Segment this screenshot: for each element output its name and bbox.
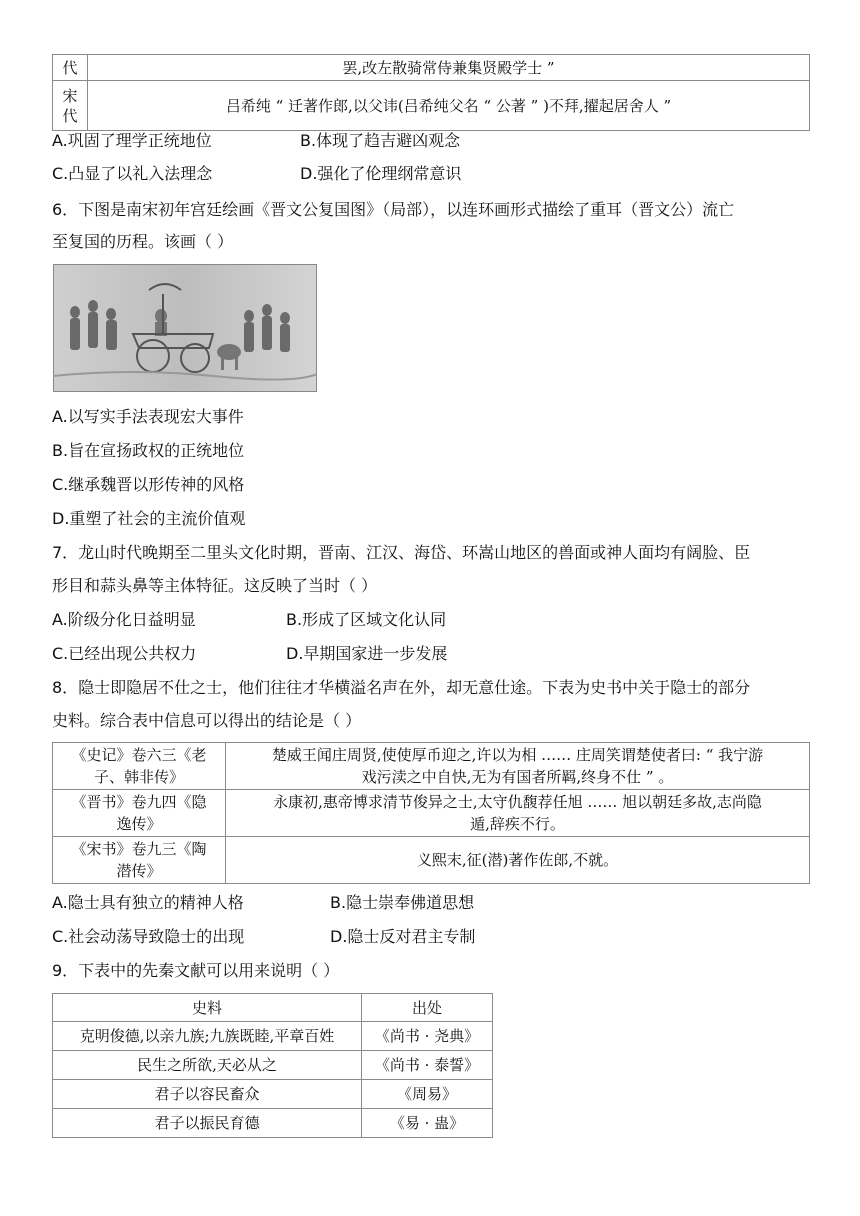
text-line: 遁,辞疾不行。 xyxy=(470,815,565,833)
dynasty-label-line: 宋 xyxy=(62,86,78,105)
q6-stem-line: 6．下图是南宋初年宫廷绘画《晋文公复国图》（局部），以连环画形式描绘了重耳（晋文公）流亡 xyxy=(52,200,735,219)
q7-option-d: D.早期国家进一步发展 xyxy=(286,644,448,663)
source-line: 《史记》卷六三《老 xyxy=(71,746,207,764)
header-cell: 史料 xyxy=(53,994,362,1022)
text-cell xyxy=(226,790,810,837)
text-cell: 民生之所欲,天必从之 xyxy=(53,1051,362,1080)
q7-option-a: A.阶级分化日益明显 xyxy=(52,610,196,629)
q6-option-d: D.重塑了社会的主流价值观 xyxy=(52,509,246,528)
q7-stem-line: 形目和蒜头鼻等主体特征。这反映了当时（ ） xyxy=(52,576,378,595)
source-cell: 《易 · 蛊》 xyxy=(362,1109,493,1138)
source-line: 子、韩非传》 xyxy=(93,768,184,786)
dynasty-content: 吕希纯 “ 迁著作郎,以父讳(吕希纯父名 “ 公著 ” )不拜,擢起居舍人 ” xyxy=(88,81,810,131)
text-cell: 君子以振民育德 xyxy=(53,1109,362,1138)
source-line: 逸传》 xyxy=(116,815,162,833)
source-line: 《宋书》卷九三《陶 xyxy=(71,840,207,858)
text-cell: 君子以容民畜众 xyxy=(53,1080,362,1109)
dynasty-table xyxy=(52,54,810,131)
text-line: 义熙末,征(潜)著作佐郎,不就。 xyxy=(416,851,619,869)
q8-option-b: B.隐士崇奉佛道思想 xyxy=(330,893,475,912)
table-row xyxy=(53,1109,493,1138)
q5-option-b: B.体现了趋吉避凶观念 xyxy=(300,131,461,150)
q9-stem-line: 9．下表中的先秦文献可以用来说明（ ） xyxy=(52,961,340,980)
dynasty-label-line: 代 xyxy=(62,106,78,125)
source-line: 潜传》 xyxy=(116,862,162,880)
q8-stem-line: 史料。综合表中信息可以得出的结论是（ ） xyxy=(52,711,362,730)
table-row xyxy=(53,743,810,790)
q7-option-b: B.形成了区域文化认同 xyxy=(286,610,447,629)
header-cell: 出处 xyxy=(362,994,493,1022)
q6-stem-line: 至复国的历程。该画（ ） xyxy=(52,232,234,251)
q8-option-d: D.隐士反对君主专制 xyxy=(330,927,476,946)
pre-qin-table xyxy=(52,993,493,1138)
text-cell xyxy=(226,743,810,790)
q5-option-c: C.凸显了以礼入法理念 xyxy=(52,164,213,183)
table-row xyxy=(53,1051,493,1080)
dynasty-label xyxy=(53,81,88,131)
q7-option-c: C.已经出现公共权力 xyxy=(52,644,197,663)
source-cell xyxy=(53,837,226,884)
q6-option-a: A.以写实手法表现宏大事件 xyxy=(52,407,244,426)
source-line: 《晋书》卷九四《隐 xyxy=(71,793,207,811)
text-cell xyxy=(226,837,810,884)
dynasty-content: 罢,改左散骑常侍兼集贤殿学士 ” xyxy=(88,55,810,81)
text-line: 永康初,惠帝博求清节俊异之士,太守仇馥荐任旭 …… 旭以朝廷多故,志尚隐 xyxy=(273,793,762,811)
text-cell: 克明俊德,以亲九族;九族既睦,平章百姓 xyxy=(53,1022,362,1051)
source-cell xyxy=(53,790,226,837)
painting-image xyxy=(53,264,317,392)
table-header-row xyxy=(53,994,493,1022)
q5-option-d: D.强化了伦理纲常意识 xyxy=(300,164,462,183)
source-cell xyxy=(53,743,226,790)
dynasty-label: 代 xyxy=(53,55,88,81)
q8-option-a: A.隐士具有独立的精神人格 xyxy=(52,893,244,912)
table-row xyxy=(53,1022,493,1051)
source-cell: 《尚书 · 尧典》 xyxy=(362,1022,493,1051)
table-row xyxy=(53,1080,493,1109)
q6-option-c: C.继承魏晋以形传神的风格 xyxy=(52,475,245,494)
q5-option-a: A.巩固了理学正统地位 xyxy=(52,131,212,150)
table-row xyxy=(53,837,810,884)
q8-stem-line: 8．隐士即隐居不仕之士，他们往往才华横溢名声在外，却无意仕途。下表为史书中关于隐士的部分 xyxy=(52,678,751,697)
q8-option-c: C.社会动荡导致隐士的出现 xyxy=(52,927,245,946)
text-line: 戏污渎之中自快,无为有国者所羁,终身不仕 ” 。 xyxy=(361,768,674,786)
q7-stem-line: 7．龙山时代晚期至二里头文化时期，晋南、江汉、海岱、环嵩山地区的兽面或神人面均有阔脸、臣 xyxy=(52,543,751,562)
table-row xyxy=(53,790,810,837)
source-cell: 《尚书 · 泰誓》 xyxy=(362,1051,493,1080)
q6-option-b: B.旨在宣扬政权的正统地位 xyxy=(52,441,245,460)
source-cell: 《周易》 xyxy=(362,1080,493,1109)
recluse-table xyxy=(52,742,810,884)
text-line: 楚威王闻庄周贤,使使厚币迎之,许以为相 …… 庄周笑谓楚使者曰: “ 我宁游 xyxy=(271,746,764,764)
